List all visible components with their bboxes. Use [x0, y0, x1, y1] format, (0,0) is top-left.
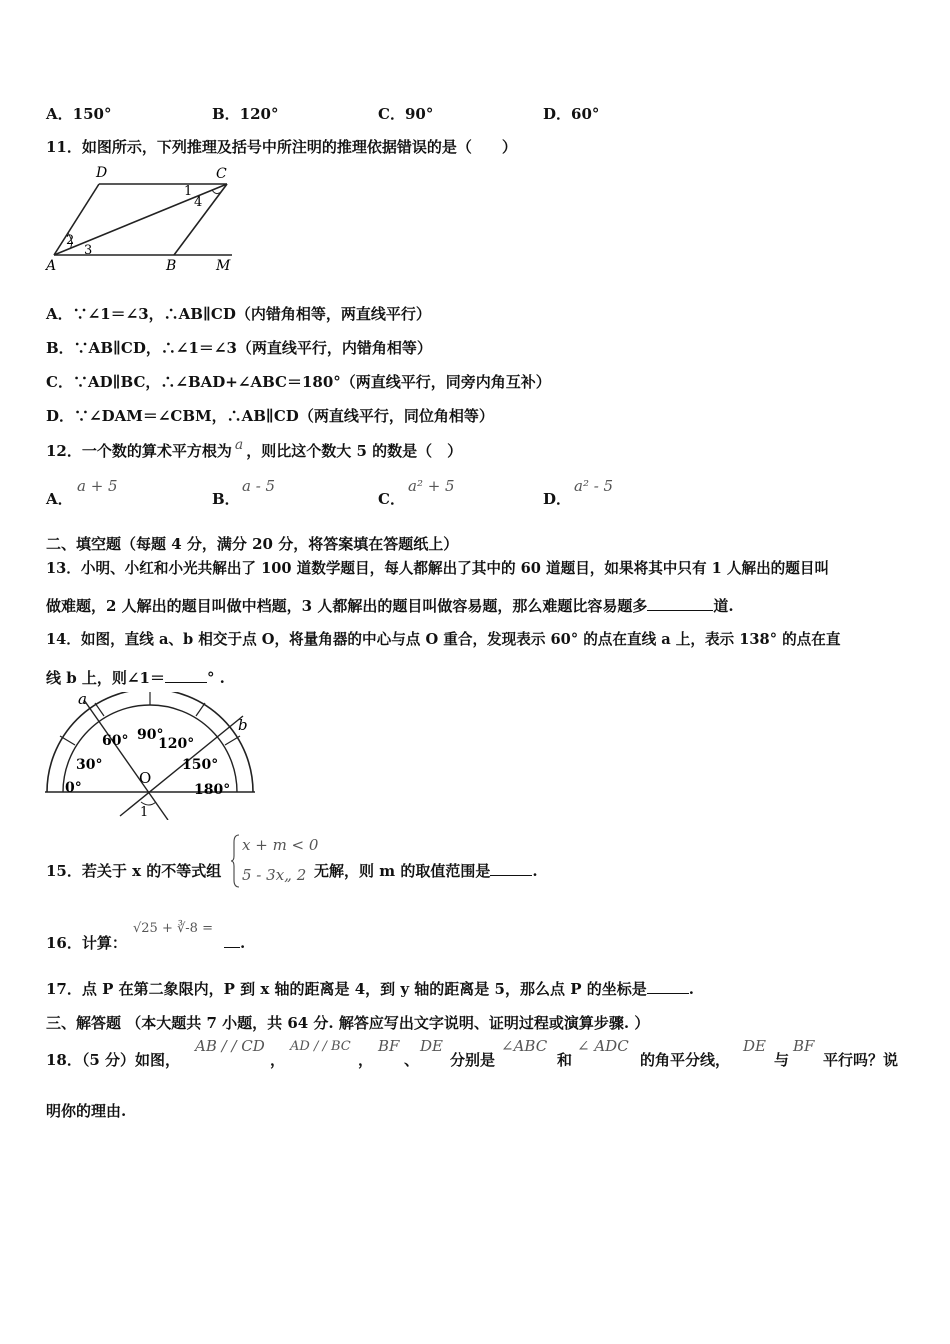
q14-label-90-degrees: 90°: [137, 727, 164, 743]
q13-text-before: 做难题，2 人解出的题目叫做中档题，3 人都解出的题目叫做容易题，那么难题比容易题多: [46, 597, 648, 615]
q18-math-bf-2: BF: [793, 1037, 815, 1055]
q15-system-line-1: x + m < 0: [242, 836, 319, 854]
q12-stem-after: ，则比这个数大 5 的数是（ ）: [246, 442, 463, 460]
q18-text-with: 与: [774, 1051, 790, 1069]
q14-answer-blank[interactable]: [165, 668, 207, 683]
q11-label-a: A: [46, 258, 57, 274]
q14-tick-60: [95, 703, 104, 716]
q18-math-bf: BF: [378, 1037, 400, 1055]
q13-answer-blank[interactable]: [647, 596, 713, 611]
q10-option-a: A．150°: [46, 105, 112, 123]
q12-stem-before: 12．一个数的算术平方根为: [46, 442, 232, 460]
q16-text-before: 16．计算：: [46, 934, 127, 952]
q14-label-o: O: [139, 769, 152, 787]
q15-text-after-label: 无解，则 m 的取值范围是: [314, 862, 491, 880]
q11-option-b: B．∵AB∥CD，∴∠1＝∠3（两直线平行，内错角相等）: [46, 339, 432, 357]
q18-prefix: 18．（5 分）如图，: [46, 1051, 181, 1069]
q12-stem: [46, 437, 463, 462]
q14-protractor-figure: [40, 692, 270, 820]
q18-comma-1: ，: [270, 1051, 286, 1069]
q18-text-parallel: 平行吗？说: [823, 1051, 899, 1069]
q14-text-after: ° .: [206, 669, 225, 687]
section-3-heading: 三、解答题 （本大题共 7 小题，共 64 分. 解答应写出文字说明、证明过程或演算步骤. ）: [46, 1014, 650, 1032]
q15-text-after: [314, 861, 538, 881]
q16-answer: [224, 933, 245, 953]
q10-option-c: C．90°: [378, 105, 434, 123]
q11-label-angle1: 1: [184, 184, 193, 199]
q14-label-30-degrees: 30°: [76, 757, 103, 773]
q14-text-before: 线 b 上，则∠1＝: [46, 669, 165, 687]
q17-end: .: [688, 980, 694, 998]
q14-label-a: a: [78, 692, 87, 708]
q15-answer-blank[interactable]: [490, 861, 532, 876]
q11-option-a: A．∵∠1＝∠3，∴AB∥CD（内错角相等，两直线平行）: [46, 305, 431, 323]
q15-text-before: 15．若关于 x 的不等式组: [46, 862, 222, 880]
q11-label-angle3: 3: [84, 243, 93, 258]
q18-math-angle-abc: ∠ABC: [501, 1037, 548, 1055]
q17-line: [46, 979, 694, 999]
q18-comma-2: ，: [358, 1051, 374, 1069]
q12-option-b-letter: B．: [212, 490, 240, 508]
q13-line-1: 13．小明、小红和小光共解出了 100 道数学题目，每人都解出了其中的 60 道题目，如果将其中只有 1 人解出的题目叫: [46, 560, 830, 577]
q18-separator: 、: [404, 1051, 420, 1069]
q14-tick-120: [196, 703, 205, 716]
q14-line-1: 14．如图，直线 a、b 相交于点 O，将量角器的中心与点 O 重合，发现表示 60° 的点在直线 a 上，表示 138° 的点在直: [46, 631, 841, 648]
q14-line-2: [46, 668, 225, 688]
q14-label-180-degrees: 180°: [194, 782, 231, 798]
q11-label-m: M: [216, 258, 231, 274]
q11-label-angle4: 4: [194, 195, 203, 210]
q12-option-c-letter: C．: [378, 490, 405, 508]
q11-stem: 11．如图所示，下列推理及括号中所注明的推理依据错误的是（ ）: [46, 138, 517, 156]
q12-option-a-math: a + 5: [77, 477, 118, 495]
q11-option-d: D．∵∠DAM＝∠CBM，∴AB∥CD（两直线平行，同位角相等）: [46, 407, 494, 425]
q15-system-line-2: 5 - 3x„ 2: [242, 866, 307, 884]
q14-label-60-degrees: 60°: [102, 733, 129, 749]
q11-angle-arc-c: [212, 190, 221, 194]
q18-text-and: 和: [557, 1051, 573, 1069]
q11-label-b: B: [166, 258, 177, 274]
q12-stem-variable: a: [234, 437, 244, 453]
q14-label-0-degrees: 0°: [65, 780, 82, 796]
q16-answer-blank[interactable]: [224, 933, 240, 948]
section-2-heading: 二、填空题（每题 4 分，满分 20 分，将答案填在答题纸上）: [46, 535, 459, 553]
q13-text-after: 道.: [713, 597, 734, 615]
q18-math-de-2: DE: [743, 1037, 766, 1055]
q16-expression: √25 + ∛-8 =: [133, 921, 213, 936]
q12-option-b-math: a - 5: [242, 477, 276, 495]
q10-option-b: B．120°: [212, 105, 279, 123]
q14-label-120-degrees: 120°: [158, 736, 195, 752]
q14-label-150-degrees: 150°: [182, 757, 219, 773]
q11-option-c: C．∵AD∥BC，∴∠BAD+∠ABC＝180°（两直线平行，同旁内角互补）: [46, 373, 551, 391]
q18-text-bisectors: 的角平分线，: [640, 1051, 731, 1069]
q18-math-ad-bc: AD / / BC: [290, 1039, 351, 1054]
q11-label-c: C: [216, 166, 227, 182]
q12-option-d-letter: D．: [543, 490, 572, 508]
q17-answer-blank[interactable]: [647, 979, 689, 994]
q18-math-ab-cd: AB / / CD: [195, 1037, 265, 1055]
q11-parallelogram-figure: [44, 162, 239, 277]
q18-text-are: 分别是: [450, 1051, 496, 1069]
q17-text: 17．点 P 在第二象限内，P 到 x 轴的距离是 4，到 y 轴的距离是 5，那么点 P 的坐标是: [46, 980, 647, 998]
q14-label-b: b: [238, 716, 248, 734]
q18-math-angle-adc: ∠ ADC: [577, 1037, 629, 1055]
q13-line-2: [46, 596, 734, 616]
q12-option-a-letter: A．: [46, 490, 73, 508]
q14-tick-30: [60, 736, 75, 745]
q11-label-d: D: [96, 165, 108, 181]
q12-option-d-math: a² - 5: [574, 477, 614, 495]
q11-label-angle2: 2: [66, 233, 75, 248]
q14-tick-150: [225, 736, 240, 745]
q15-system-brace: [230, 834, 240, 888]
q15-end: .: [532, 862, 538, 880]
q10-option-d: D．60°: [543, 105, 600, 123]
q18-line-2: 明你的理由.: [46, 1102, 127, 1120]
q12-option-c-math: a² + 5: [408, 477, 455, 495]
q14-label-angle-1: 1: [140, 805, 149, 820]
q16-end: .: [240, 934, 246, 952]
q18-math-de: DE: [420, 1037, 443, 1055]
